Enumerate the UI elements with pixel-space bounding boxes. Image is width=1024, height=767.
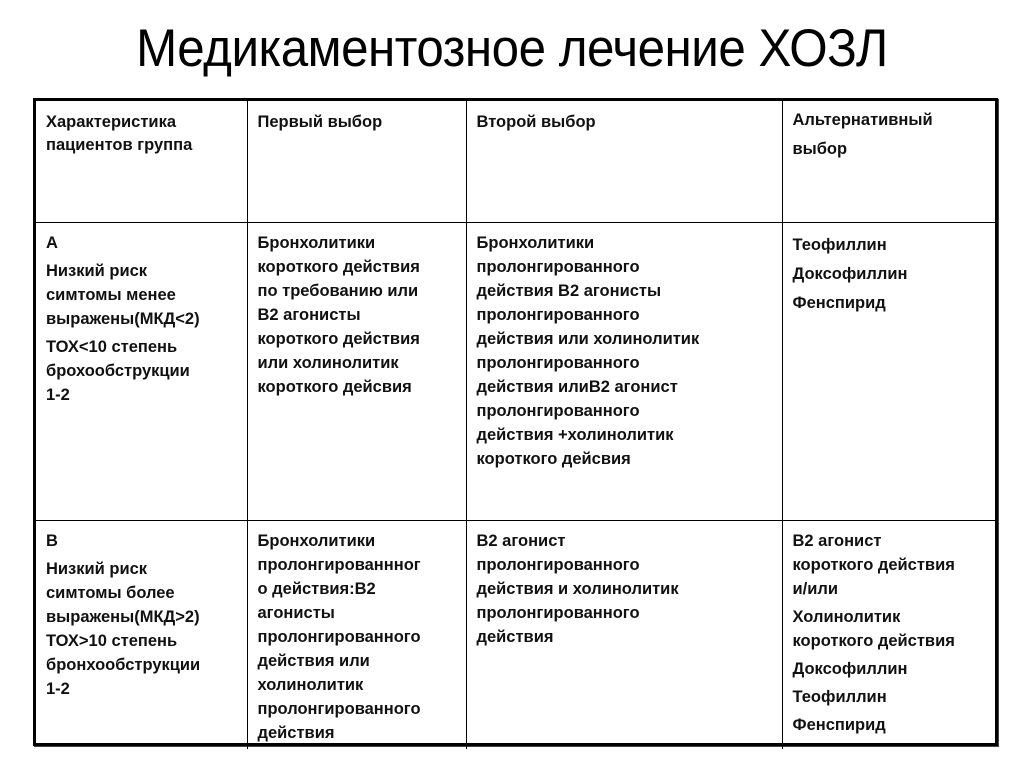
- treatment-line: холинолитик: [257, 675, 364, 694]
- cell-alternative-choice: [782, 520, 995, 749]
- treatment-line: Холинолитик: [792, 607, 901, 626]
- characteristic-line: ТОХ>10 степень: [46, 631, 178, 650]
- treatment-line: Доксофиллин: [792, 659, 908, 678]
- treatment-line: действия В2 агонисты: [476, 281, 662, 300]
- cell-characteristics: [36, 222, 247, 520]
- treatment-line: действия или холинолитик: [476, 329, 700, 348]
- header-patient-characteristics: [36, 101, 247, 222]
- characteristic-line: бронхообструкции: [46, 655, 201, 674]
- treatment-line: пролонгированного: [476, 353, 640, 372]
- header-first-choice: [247, 101, 466, 222]
- treatment-line: и/или: [792, 579, 838, 598]
- cell-alternative-choice: [782, 222, 995, 520]
- treatment-line: короткого действия: [792, 631, 955, 650]
- treatment-line: Фенспирид: [792, 293, 886, 312]
- treatment-line: короткого дейсвия: [257, 377, 412, 396]
- header-alternative-choice: [782, 101, 995, 222]
- treatment-line: пролонгированного: [257, 627, 421, 646]
- treatment-line: действия илиВ2 агонист: [476, 377, 678, 396]
- table-row-group-a: [36, 222, 995, 520]
- treatment-line: короткого действия: [257, 257, 420, 276]
- header-text: выбор: [792, 140, 848, 158]
- treatment-line: Доксофиллин: [792, 264, 908, 283]
- table-header-row: [36, 101, 995, 222]
- header-text: Второй выбор: [476, 113, 596, 131]
- treatment-line: короткого действия: [792, 555, 955, 574]
- treatment-line: действия и холинолитик: [476, 579, 679, 598]
- cell-second-choice: [466, 222, 782, 520]
- treatment-line: короткого действия: [257, 329, 420, 348]
- treatment-table-container: [33, 98, 998, 746]
- treatment-line: пролонгированного: [476, 603, 640, 622]
- treatment-line: пролонгированного: [476, 401, 640, 420]
- treatment-line: Теофиллин: [792, 235, 887, 254]
- treatment-line: пролонгированнног: [257, 555, 421, 574]
- treatment-line: пролонгированного: [476, 555, 640, 574]
- cell-first-choice: [247, 222, 466, 520]
- group-label: В: [46, 531, 58, 550]
- treatment-table: [36, 101, 995, 749]
- table-row-group-b: [36, 520, 995, 749]
- treatment-line: о действия:В2: [257, 579, 376, 598]
- treatment-line: или холинолитик: [257, 353, 399, 372]
- header-text: Первый выбор: [257, 113, 383, 131]
- treatment-line: Теофиллин: [792, 687, 887, 706]
- treatment-line: действия: [257, 723, 335, 742]
- treatment-line: В2 агонист: [476, 531, 566, 550]
- characteristic-line: брохообструкции: [46, 361, 190, 380]
- group-label: A: [46, 233, 58, 252]
- treatment-line: В2 агонист: [792, 531, 882, 550]
- characteristic-line: выражены(МКД>2): [46, 607, 200, 626]
- treatment-line: по требованию или: [257, 281, 419, 300]
- slide-title: Медикаментозное лечение ХОЗЛ: [136, 19, 888, 78]
- characteristic-line: симтомы более: [46, 583, 175, 602]
- treatment-line: короткого дейсвия: [476, 449, 631, 468]
- treatment-line: Фенспирид: [792, 715, 886, 734]
- characteristic-line: Низкий риск: [46, 261, 148, 280]
- treatment-line: агонисты: [257, 603, 335, 622]
- header-text: Альтернативный: [792, 111, 933, 129]
- treatment-line: пролонгированного: [476, 305, 640, 324]
- characteristic-line: Низкий риск: [46, 559, 148, 578]
- header-second-choice: [466, 101, 782, 222]
- cell-first-choice: [247, 520, 466, 749]
- header-text: Характеристика: [46, 113, 177, 131]
- header-text: пациентов группа: [46, 136, 193, 154]
- treatment-line: действия: [476, 627, 554, 646]
- treatment-line: Бронхолитики: [257, 531, 376, 550]
- treatment-line: пролонгированного: [476, 257, 640, 276]
- characteristic-line: симтомы менее: [46, 285, 176, 304]
- treatment-line: действия +холинолитик: [476, 425, 674, 444]
- treatment-line: действия или: [257, 651, 370, 670]
- treatment-line: Бронхолитики: [257, 233, 376, 252]
- characteristic-line: выражены(МКД<2): [46, 309, 200, 328]
- treatment-line: пролонгированного: [257, 699, 421, 718]
- characteristic-line: 1-2: [46, 385, 70, 404]
- characteristic-line: 1-2: [46, 679, 70, 698]
- cell-second-choice: [466, 520, 782, 749]
- treatment-line: В2 агонисты: [257, 305, 361, 324]
- cell-characteristics: [36, 520, 247, 749]
- treatment-line: Бронхолитики: [476, 233, 595, 252]
- characteristic-line: ТОХ<10 степень: [46, 337, 178, 356]
